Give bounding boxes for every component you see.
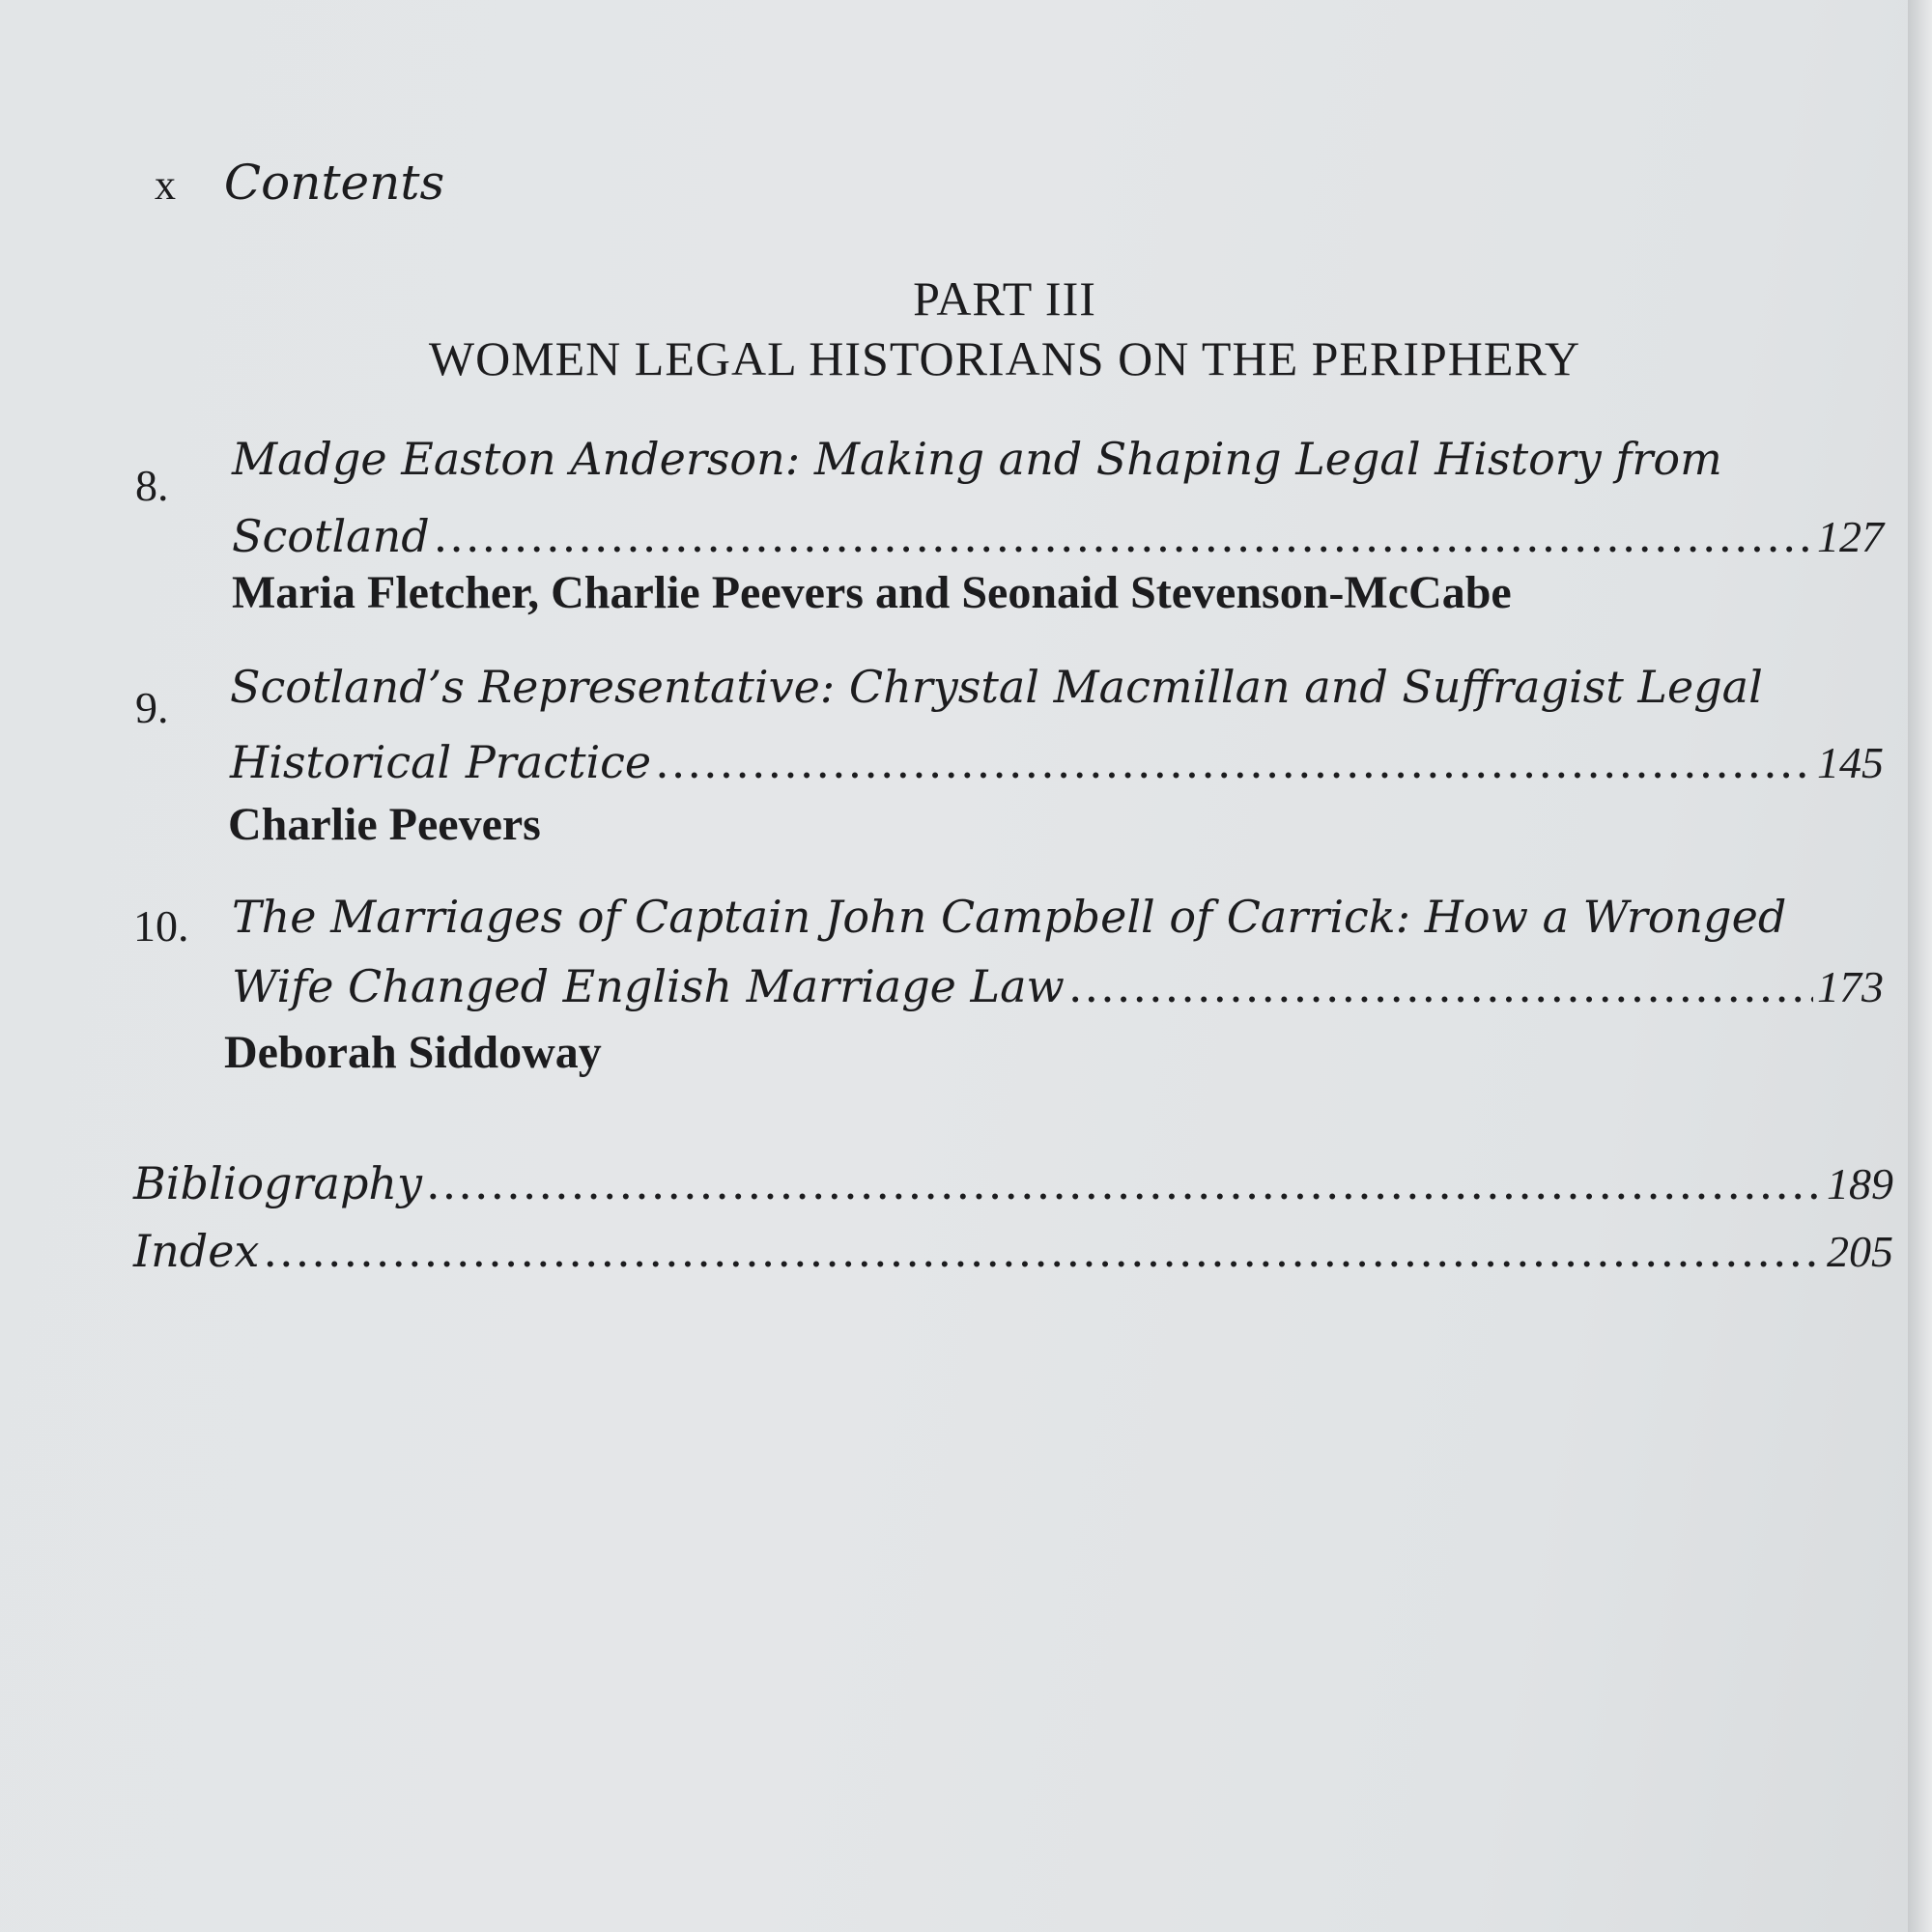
chapter-title-continuation: Wife Changed English Marriage Law bbox=[232, 960, 1065, 1012]
running-head-title: Contents bbox=[223, 155, 445, 211]
page-number: 205 bbox=[1827, 1227, 1893, 1276]
dot-leader bbox=[263, 1225, 1823, 1277]
page-number: 189 bbox=[1827, 1159, 1893, 1208]
chapter-authors: Deborah Siddoway bbox=[224, 1027, 602, 1078]
chapter-title-line-1: Madge Easton Anderson: Making and Shaping Legal History from bbox=[232, 433, 1722, 485]
dot-leader bbox=[434, 510, 1813, 562]
chapter-number: 10. bbox=[133, 901, 189, 951]
part-title: WOMEN LEGAL HISTORIANS ON THE PERIPHERY bbox=[428, 331, 1581, 385]
back-matter-title: Index bbox=[133, 1225, 260, 1277]
back-matter-title: Bibliography bbox=[133, 1157, 422, 1209]
chapter-number: 8. bbox=[135, 461, 169, 510]
page-number: 127 bbox=[1817, 512, 1884, 561]
running-head bbox=[155, 155, 444, 211]
chapter-title-line-2 bbox=[232, 510, 1884, 562]
chapter-authors: Maria Fletcher, Charlie Peevers and Seonaid Stevenson-McCabe bbox=[232, 567, 1512, 618]
chapter-title-line-1: Scotland’s Representative: Chrystal Macmillan and Suffragist Legal bbox=[230, 661, 1763, 713]
chapter-title-continuation: Historical Practice bbox=[230, 736, 652, 788]
chapter-title-continuation: Scotland bbox=[232, 510, 430, 562]
chapter-authors: Charlie Peevers bbox=[228, 799, 541, 850]
part-number: PART III bbox=[913, 271, 1096, 326]
dot-leader bbox=[1068, 960, 1813, 1012]
chapter-number: 9. bbox=[135, 683, 169, 732]
dot-leader bbox=[655, 736, 1813, 788]
toc-bibliography bbox=[133, 1157, 1893, 1209]
chapter-title-line-1: The Marriages of Captain John Campbell of Carrick: How a Wronged bbox=[232, 891, 1787, 943]
page-number: 173 bbox=[1817, 962, 1884, 1011]
dot-leader bbox=[426, 1157, 1823, 1209]
chapter-title-line-2 bbox=[230, 736, 1884, 788]
page-edge bbox=[1908, 0, 1932, 1932]
toc-index bbox=[133, 1225, 1893, 1277]
page-folio: x bbox=[155, 161, 176, 209]
page-number: 145 bbox=[1817, 738, 1884, 787]
chapter-title-line-2 bbox=[232, 960, 1884, 1012]
